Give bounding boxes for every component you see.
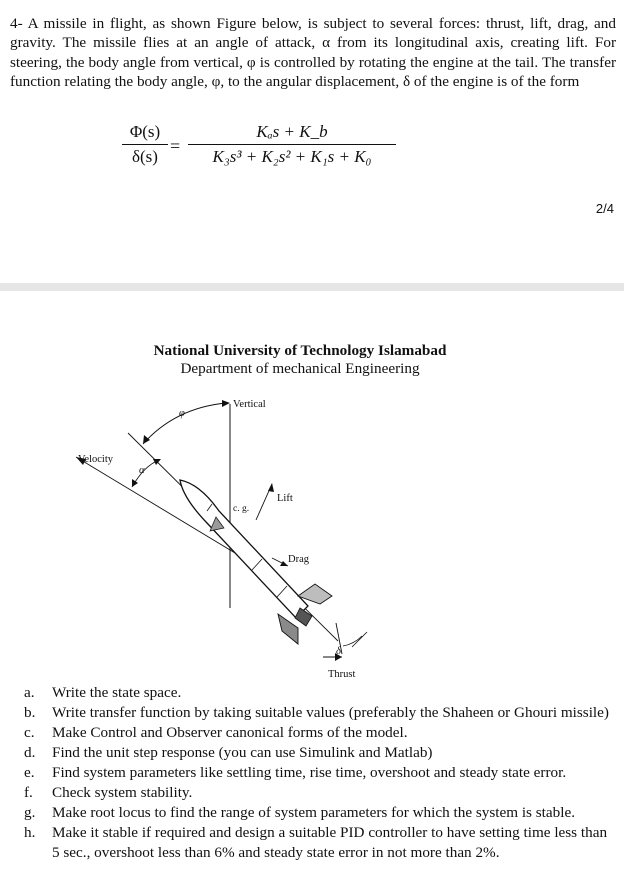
- task-item: e. Find system parameters like settling time, rise time, overshoot and steady state error.: [24, 764, 567, 781]
- task-item: a. Write the state space.: [24, 684, 182, 701]
- formula-rhs-denominator: K₃s³ + K₂s² + K₁s + K₀: [212, 147, 372, 166]
- alpha-arrow-start: [132, 479, 138, 487]
- delta-arc: [343, 636, 362, 646]
- task-item: d. Find the unit step response (you can use Simulink and Matlab): [24, 744, 433, 761]
- phi-arrow-start: [143, 435, 150, 444]
- phi-arrow-end: [222, 400, 230, 407]
- formula-lhs: [122, 122, 168, 167]
- formula-rhs: [188, 122, 396, 167]
- lift-arrowhead: [268, 483, 274, 492]
- label-lift: Lift: [277, 493, 293, 504]
- task-item: g. Make root locus to find the range of system parameters for which the system is stable.: [24, 804, 575, 821]
- label-vertical: Vertical: [233, 399, 266, 410]
- formula-rhs-numerator: Kₐs + K_b: [188, 122, 396, 145]
- formula-lhs-denominator: δ(s): [132, 147, 158, 166]
- formula-lhs-numerator: Φ(s): [122, 122, 168, 145]
- question-text: A missile in flight, as shown Figure below, is subject to several forces: thrust, lift, drag, and gravity. The missile flies at an angle of attack, α from its longitudinal axis, creating lift. For steering, the body angle from vertical, φ is controlled by rotating the engine at the tail. The transfer function relating the body angle, φ, to the angular displacement, δ of the engine is of the form: [10, 15, 616, 91]
- task-item: h. Make it stable if required and design a suitable PID controller to have setting time less than 5 sec., overshoot less than 6% and steady state error in not more than 2%.: [24, 824, 608, 861]
- label-drag: Drag: [288, 554, 309, 565]
- page-1: [0, 0, 624, 283]
- drag-arrowhead: [280, 561, 288, 566]
- page-number: 2/4: [595, 201, 614, 216]
- label-cg: c. g.: [233, 504, 250, 514]
- label-delta: δ: [336, 646, 341, 657]
- page-separator: [0, 283, 624, 291]
- missile-body: [180, 480, 332, 644]
- label-phi: φ: [179, 408, 185, 419]
- label-alpha: α: [139, 465, 145, 476]
- formula-equals: =: [170, 136, 181, 156]
- task-item: c. Make Control and Observer canonical forms of the model.: [24, 724, 408, 741]
- missile-diagram: [40, 386, 400, 681]
- task-item: f. Check system stability.: [24, 784, 193, 801]
- question-paragraph: [10, 14, 616, 92]
- department-title: Department of mechanical Engineering: [180, 360, 420, 377]
- label-velocity: Velocity: [78, 454, 113, 465]
- delta-line: [352, 632, 367, 647]
- label-thrust: Thrust: [328, 669, 356, 680]
- university-title: National University of Technology Islamabad: [153, 342, 447, 359]
- task-list: [24, 683, 616, 863]
- page-2: [0, 291, 624, 891]
- question-number: 4-: [10, 15, 23, 32]
- task-item: b. Write transfer function by taking suitable values (preferably the Shaheen or Ghouri missile): [24, 704, 609, 721]
